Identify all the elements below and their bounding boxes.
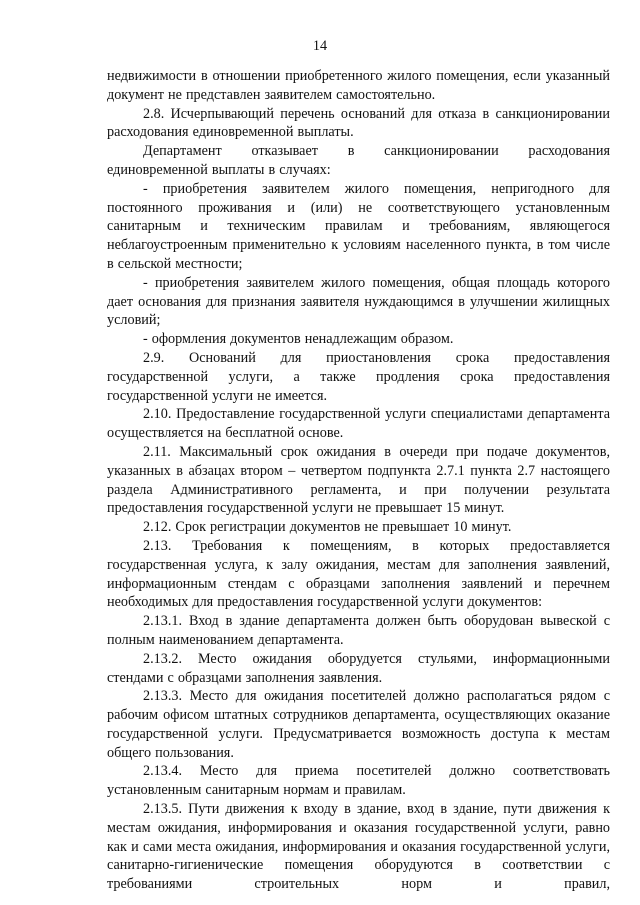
list-item: - приобретения заявителем жилого помещения, общая площадь которого дает основания для признания заявителя нуждающимся в улучшении жилищных условий;: [107, 274, 610, 329]
paragraph-2-13-3: 2.13.3. Место для ожидания посетителей должно располагаться рядом с рабочим офисом штатных сотрудников департамента, осуществляющих оказание государственной услуги. Предусматривается возможность доступа к местам общего пользования.: [107, 688, 610, 761]
paragraph-2-13-5: 2.13.5. Пути движения к входу в здание, вход в здание, пути движения к местам ожидания, информирования и оказания государственной услуги, равно как и сами места ожидания, информирования и оказания государственной услуги, санитарно-гигиенические помещения оборудуются в соответствии с требованиями строительных норм и правил,: [107, 801, 610, 893]
paragraph-2-13-4: 2.13.4. Место для приема посетителей должно соответствовать установленным санитарным нормам и правилам.: [107, 763, 610, 799]
paragraph: Департамент отказывает в санкционировании расходования единовременной выплаты в случаях:: [107, 143, 610, 178]
paragraph-2-12: 2.12. Срок регистрации документов не превышает 10 минут.: [143, 519, 512, 536]
list-item: - оформления документов ненадлежащим образом.: [143, 331, 454, 348]
list-item: - приобретения заявителем жилого помещения, непригодного для постоянного проживания и (или) не соответствующего установленным санитарным и техническим правилам и требованиям, являющегося неблагоустроенным применительно к условиям населенного пункта, в том числе в сельской местности;: [107, 180, 610, 272]
paragraph-2-10: 2.10. Предоставление государственной услуги специалистами департамента осуществляется на бесплатной основе.: [107, 406, 610, 442]
page-number: 14: [312, 38, 328, 54]
paragraph-2-9: 2.9. Оснований для приостановления срока предоставления государственной услуги, а также продления срока предоставления государственной услуги не имеется.: [107, 349, 610, 404]
paragraph-2-8: 2.8. Исчерпывающий перечень оснований для отказа в санкционировании расходования единовременной выплаты.: [107, 105, 610, 141]
paragraph: недвижимости в отношении приобретенного жилого помещения, если указанный документ не представлен заявителем самостоятельно.: [107, 68, 610, 103]
document-body: [107, 67, 610, 894]
paragraph-2-13: 2.13. Требования к помещениям, в которых предоставляется государственная услуга, к залу ожидания, местам для заполнения заявлений, информационным стендам с образцами заполнения заявлений и перечнем необходимых для предоставления государственной услуги документов:: [107, 537, 610, 611]
paragraph-2-11: 2.11. Максимальный срок ожидания в очереди при подаче документов, указанных в абзацах втором – четвертом подпункта 2.7.1 пункта 2.7 настоящего раздела Административного регламента, и при получении результата предоставления государственной услуги не превышает 15 минут.: [107, 443, 610, 517]
paragraph-2-13-2: 2.13.2. Место ожидания оборудуется стульями, информационными стендами с образцами заполнения заявления.: [107, 650, 610, 686]
paragraph-2-13-1: 2.13.1. Вход в здание департамента должен быть оборудован вывеской с полным наименованием департамента.: [107, 613, 610, 648]
